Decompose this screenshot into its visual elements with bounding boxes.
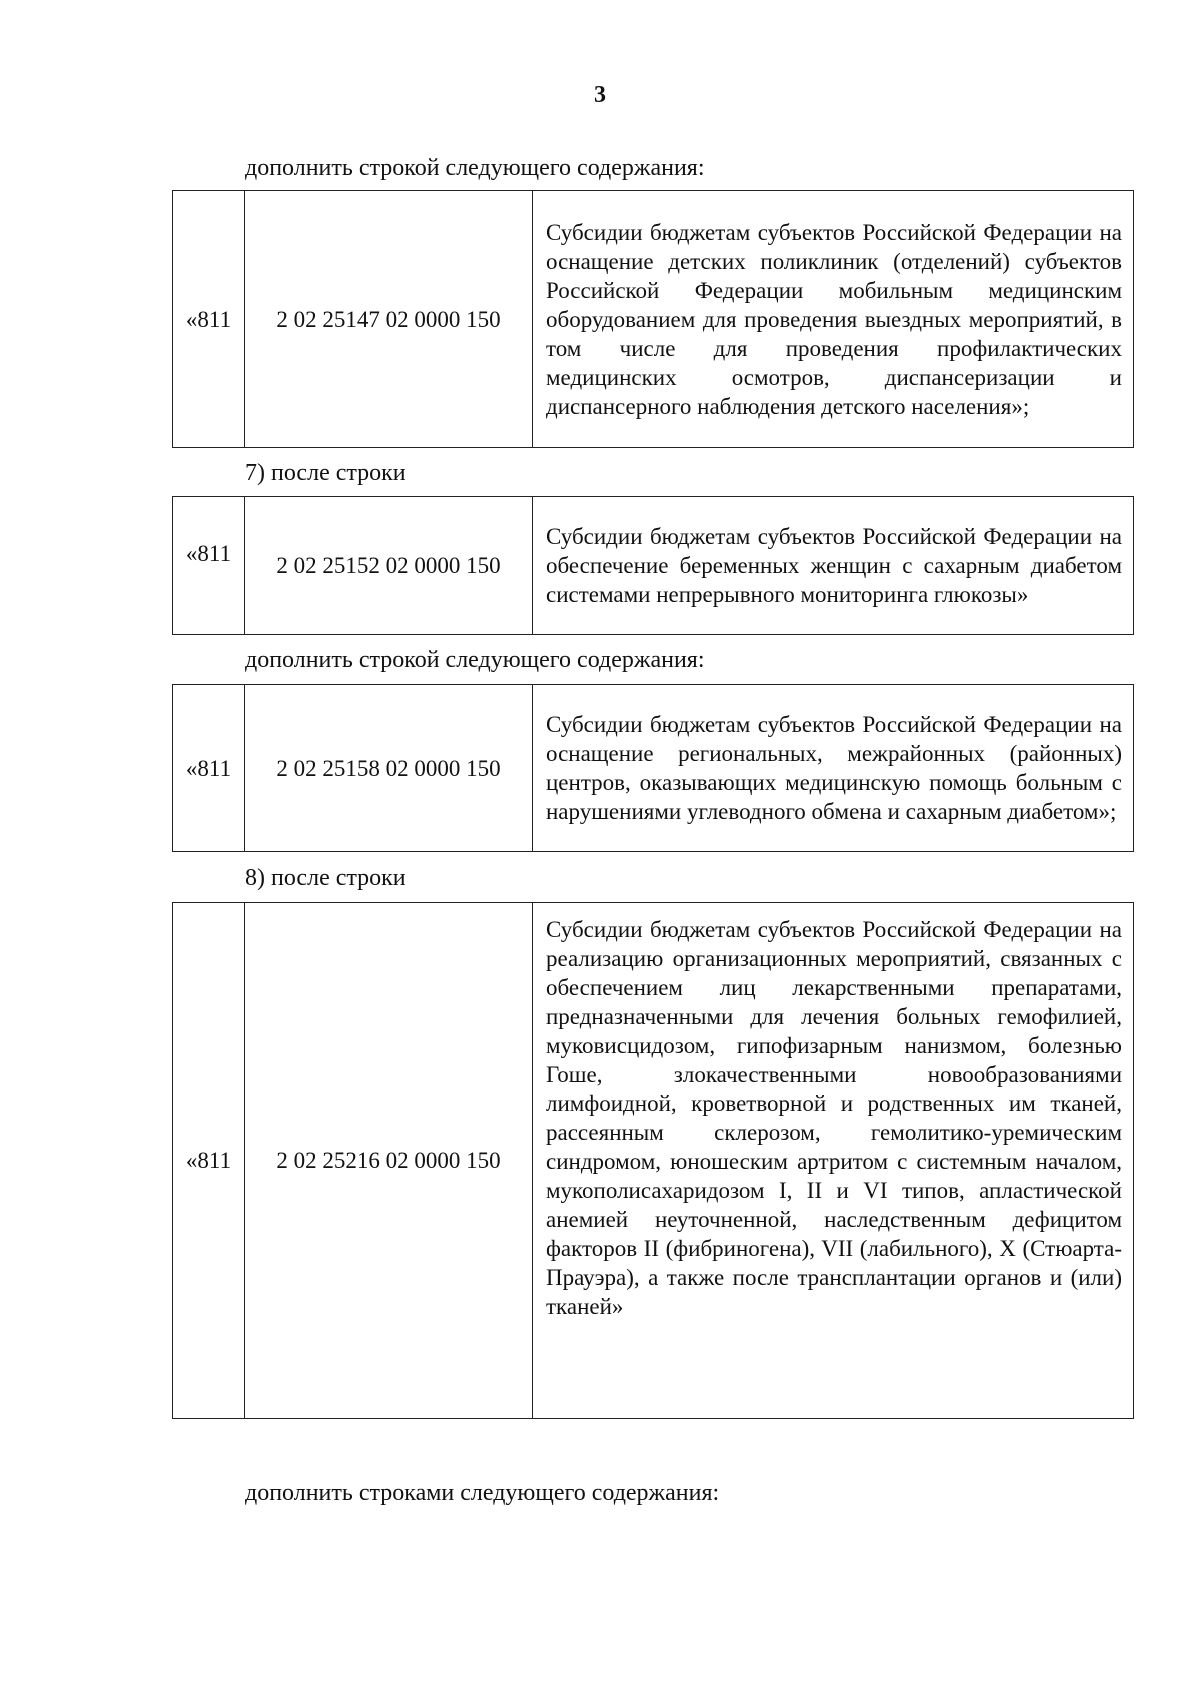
table-cell-classification: 2 02 25216 02 0000 150: [245, 903, 533, 1419]
table-row: [173, 191, 1134, 448]
budget-table-3: [172, 684, 1134, 852]
table-cell-description: Субсидии бюджетам субъектов Российской Федерации на оснащение детских поликлиник (отделений) субъектов Российской Федерации мобильным медицинским оборудованием для проведения выездных мероприятий, в том числе для проведения профилактических медицинских осмотров, диспансеризации и диспансерного наблюдения детского населения»;: [533, 191, 1134, 448]
table-cell-code: «811: [173, 685, 245, 852]
budget-table-4: [172, 902, 1134, 1419]
paragraph-add-row: дополнить строкой следующего содержания:: [245, 647, 705, 673]
table-cell-code: «811: [173, 191, 245, 448]
code-text: «811: [185, 541, 232, 566]
table-cell-classification: 2 02 25158 02 0000 150: [245, 685, 533, 852]
table-cell-classification: 2 02 25147 02 0000 150: [245, 191, 533, 448]
budget-table-2: [172, 496, 1134, 635]
page-number: 3: [594, 82, 606, 108]
paragraph-item-7: 7) после строки: [245, 460, 406, 486]
paragraph-add-row: дополнить строкой следующего содержания:: [245, 155, 705, 181]
table-cell-code: «811: [173, 903, 245, 1419]
paragraph-add-rows: дополнить строками следующего содержания:: [245, 1480, 720, 1506]
table-cell-classification: 2 02 25152 02 0000 150: [245, 497, 533, 635]
budget-table-1: [172, 190, 1134, 448]
table-row: [173, 497, 1134, 635]
table-row: [173, 903, 1134, 1419]
paragraph-item-8: 8) после строки: [245, 865, 406, 891]
table-cell-description: Субсидии бюджетам субъектов Российской Федерации на реализацию организационных мероприятий, связанных с обеспечением лиц лекарственными препаратами, предназначенными для лечения больных гемофилией, муковисцидозом, гипофизарным нанизмом, болезнью Гоше, злокачественными новообразованиями лимфоидной, кроветворной и родственных им тканей, рассеянным склерозом, гемолитико-уремическим синдромом, юношеским артритом с системным началом, мукополисахаридозом I, II и VI типов, апластической анемией неуточненной, наследственным дефицитом факторов II (фибриногена), VII (лабильного), X (Стюарта-Прауэра), а также после трансплантации органов и (или) тканей»: [533, 903, 1134, 1419]
table-row: [173, 685, 1134, 852]
table-cell-code: [173, 497, 245, 635]
table-cell-description: Субсидии бюджетам субъектов Российской Федерации на обеспечение беременных женщин с сахарным диабетом системами непрерывного мониторинга глюкозы»: [533, 497, 1134, 635]
table-cell-description: Субсидии бюджетам субъектов Российской Федерации на оснащение региональных, межрайонных (районных) центров, оказывающих медицинскую помощь больным с нарушениями углеводного обмена и сахарным диабетом»;: [533, 685, 1134, 852]
